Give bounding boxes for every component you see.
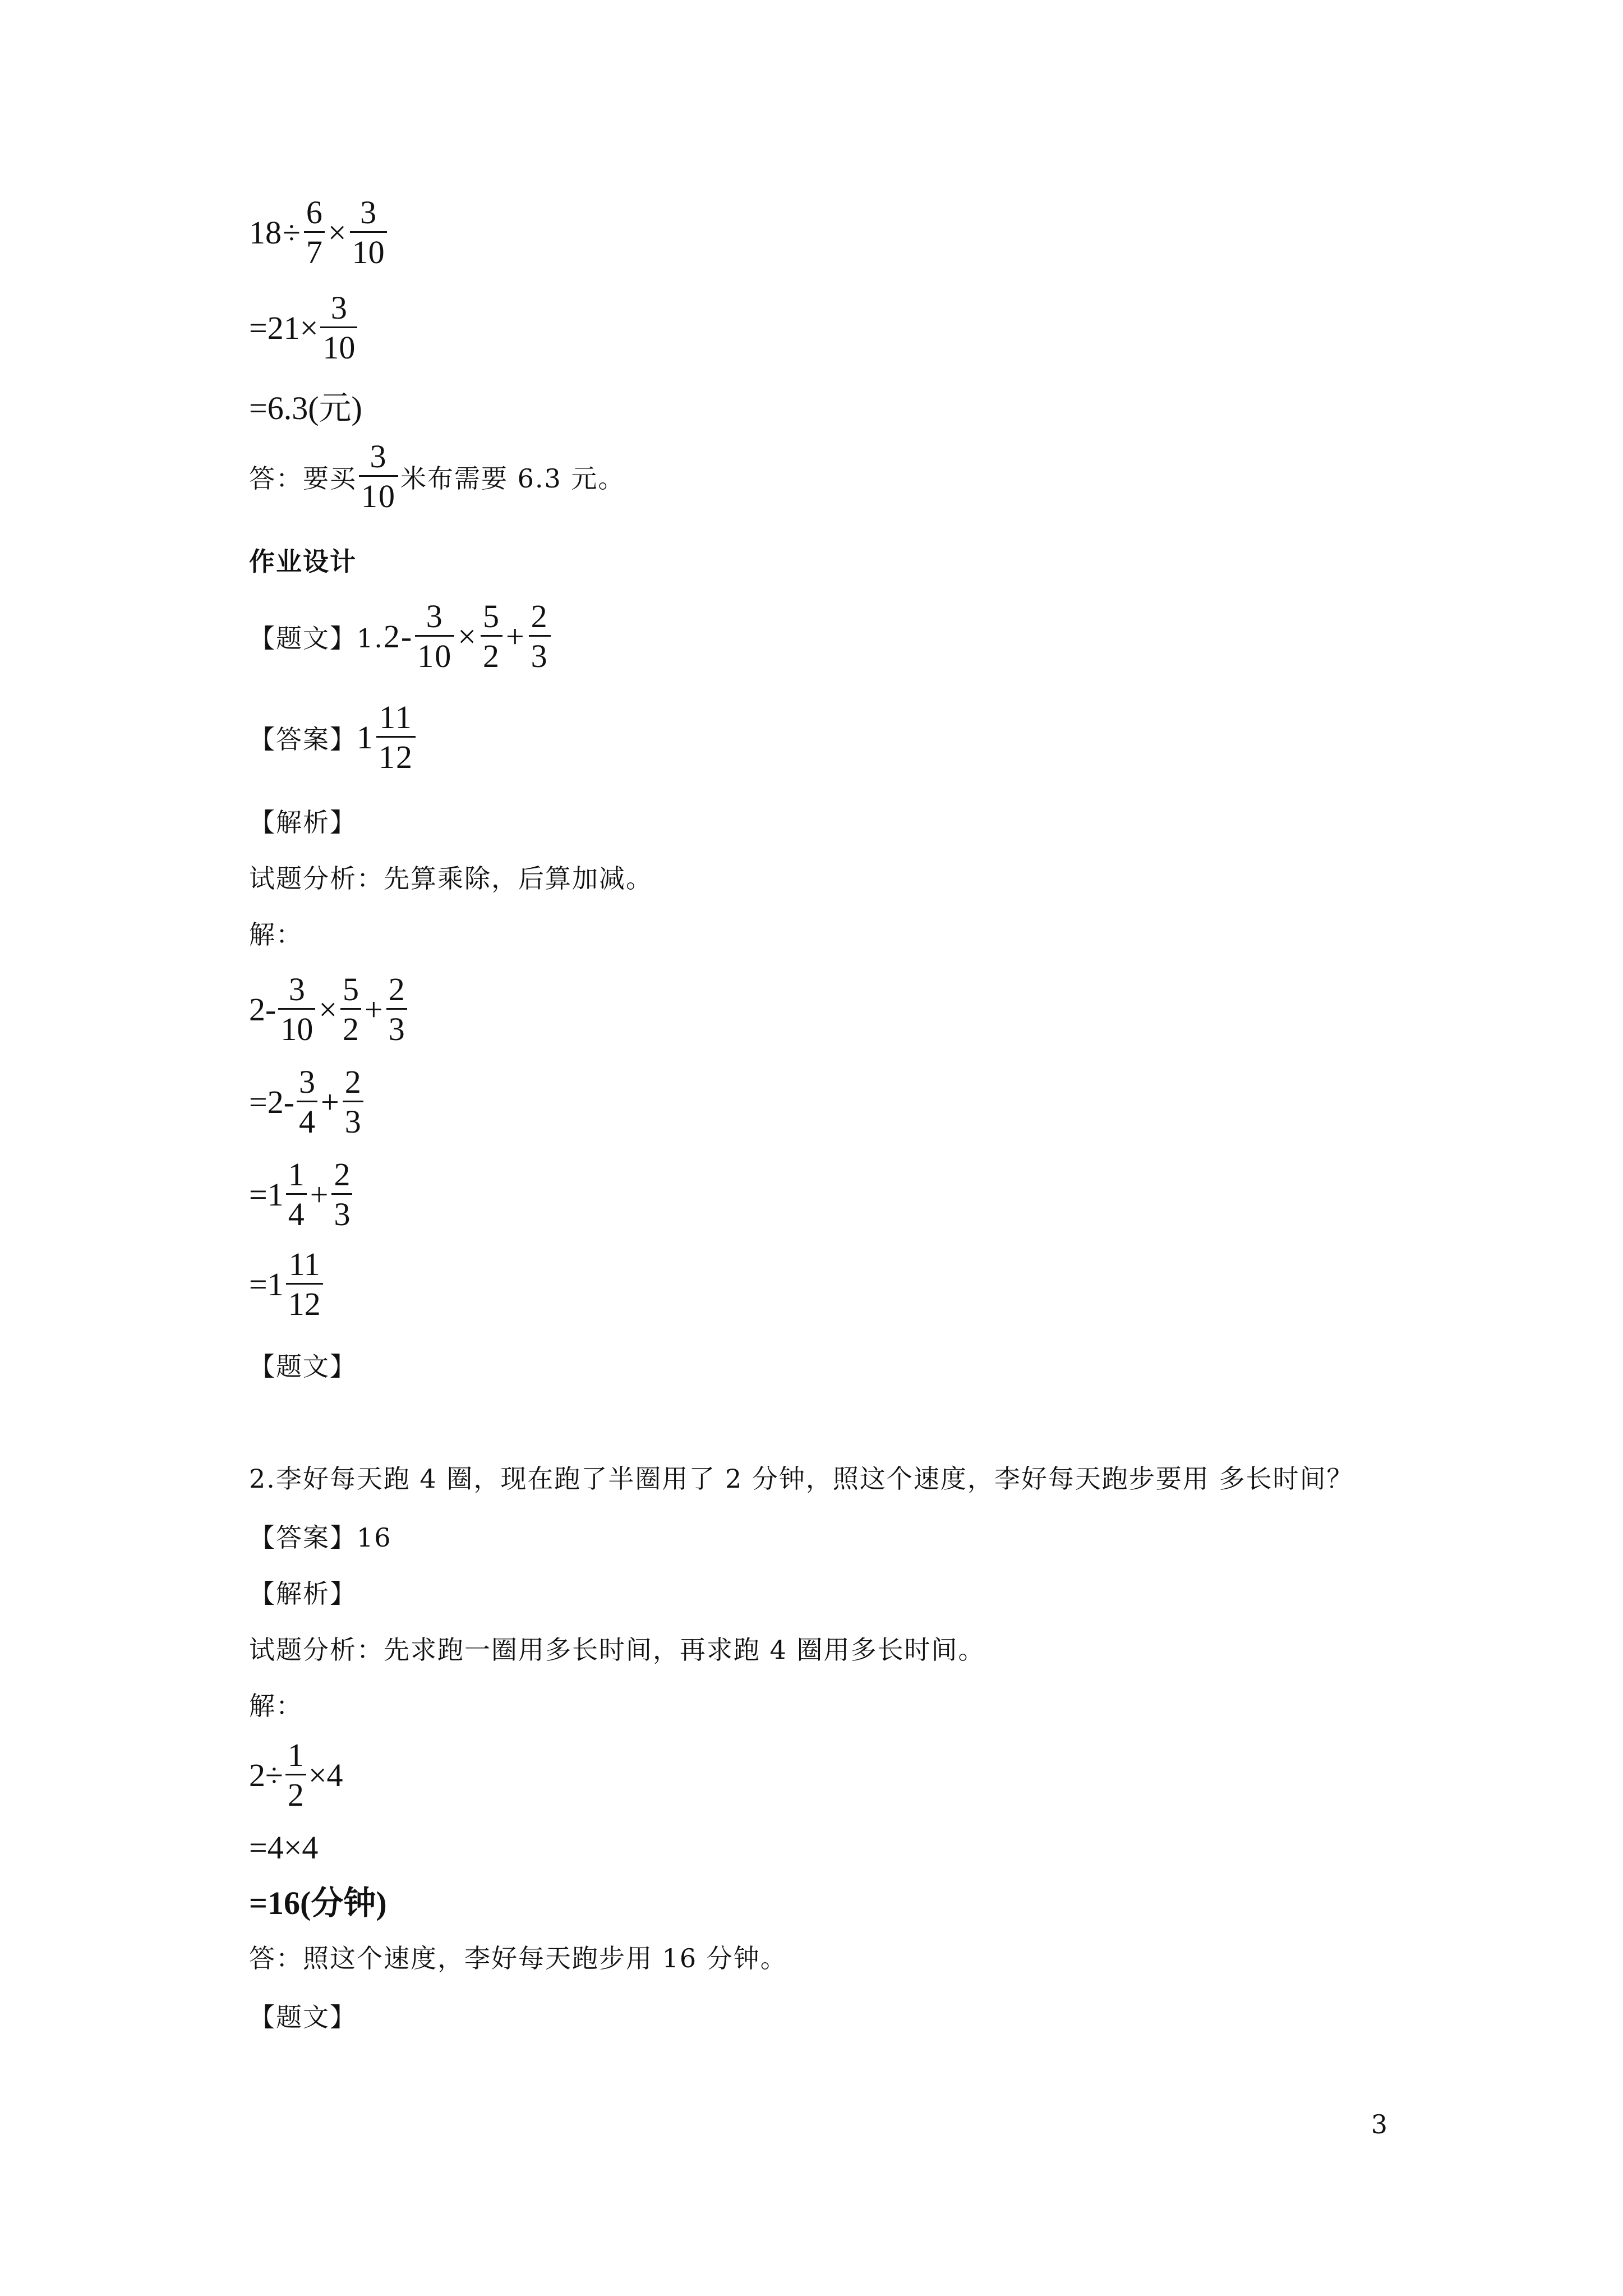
equation-line: =16(分钟) (249, 1885, 387, 1921)
equation-line: =4×4 (249, 1829, 319, 1866)
fraction: $\frac{2}{3}$ (331, 1158, 352, 1231)
question-label: 【题文】 (249, 2002, 357, 2032)
operator: ÷ (283, 214, 301, 251)
equation-line (249, 381, 362, 429)
answer-line: 答：要买 $\frac{3}{10}$ 米布需要 6.3 元。 (249, 438, 625, 514)
section-heading: 作业设计 (249, 546, 357, 577)
fraction: $\frac{3}{10}$ (320, 292, 357, 364)
question-line: 【题文】1. 2- $\frac{3}{10}$ × $\frac{5}{2}$ + $\frac{2}{3}$ (249, 600, 553, 673)
fraction: $\frac{2}{3}$ (529, 600, 551, 673)
equation-line: =2- $\frac{3}{4}$ + $\frac{2}{3}$ (249, 1066, 366, 1138)
answer-line: 【答案】16 (249, 1522, 392, 1553)
fraction: $\frac{5}{2}$ (340, 973, 361, 1046)
analysis-label: 【解析】 (249, 807, 357, 838)
analysis-text: 试题分析：先算乘除，后算加减。 (249, 863, 653, 894)
operator: × (328, 214, 347, 251)
expression: =6.3(元) (249, 390, 362, 426)
solution-label: 解： (249, 919, 303, 950)
fraction: $\frac{11}{12}$ (376, 701, 416, 774)
page-number: 3 (1371, 2109, 1387, 2139)
equation-line (249, 196, 389, 269)
analysis-text: 试题分析：先求跑一圈用多长时间，再求跑 4 圈用多长时间。 (249, 1635, 985, 1665)
equation-line: =1 $\frac{11}{12}$ (249, 1248, 325, 1320)
analysis-label: 【解析】 (249, 1579, 357, 1609)
equation-line: 2÷ $\frac{1}{2}$ ×4 (249, 1737, 343, 1813)
fraction: $\frac{3}{10}$ (278, 973, 315, 1046)
fraction: $\frac{1}{2}$ (285, 1739, 306, 1811)
fraction: $\frac{5}{2}$ (481, 600, 502, 673)
solution-label: 解： (249, 1691, 303, 1721)
answer-line: 【答案】 1 $\frac{11}{12}$ (249, 701, 418, 774)
conclusion-text: 答：照这个速度，李好每天跑步用 16 分钟。 (249, 1943, 787, 1973)
equation-line: =1 $\frac{1}{4}$ + $\frac{2}{3}$ (249, 1158, 354, 1231)
equation-line: 2- $\frac{3}{10}$ × $\frac{5}{2}$ + $\frac{2}{3}$ (249, 973, 409, 1046)
fraction: $\frac{2}{3}$ (343, 1066, 363, 1138)
fraction: $\frac{3}{10}$ (359, 440, 398, 513)
fraction: $\frac{1}{4}$ (286, 1158, 307, 1231)
fraction: $\frac{3}{4}$ (297, 1066, 317, 1138)
expression: =21× (249, 310, 319, 346)
fraction: $\frac{3}{10}$ (350, 196, 387, 269)
fraction: $\frac{6}{7}$ (304, 196, 325, 269)
fraction: $\frac{3}{10}$ (415, 600, 454, 673)
fraction: $\frac{11}{12}$ (286, 1248, 323, 1320)
question-text: 2.李好每天跑 4 圈，现在跑了半圈用了 2 分钟，照这个速度，李好每天跑步要用 多长时间？ (249, 1464, 1354, 1494)
equation-line (249, 289, 359, 366)
number: 18 (249, 214, 282, 251)
question-label: 【题文】 (249, 1351, 357, 1382)
fraction: $\frac{2}{3}$ (386, 973, 407, 1046)
